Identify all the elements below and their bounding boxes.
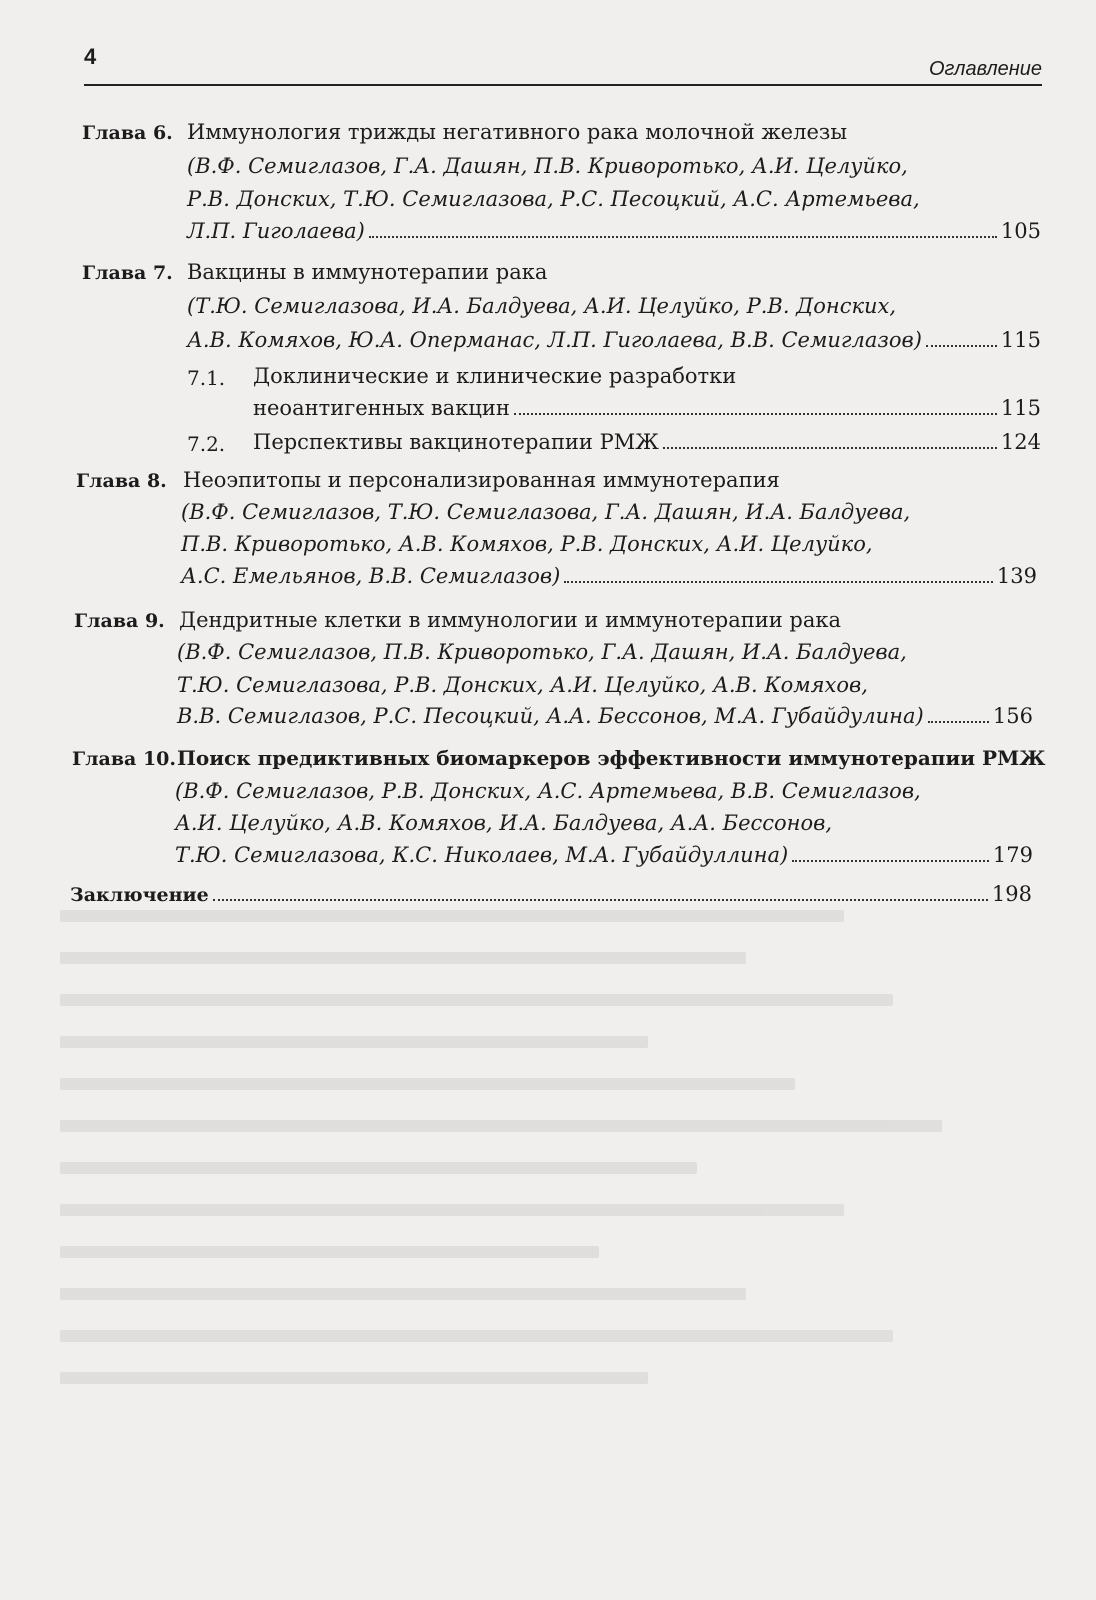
dot-leader	[514, 412, 997, 415]
chapter-label: Глава 10.	[72, 748, 177, 770]
chapter-label: Глава 8.	[76, 470, 167, 492]
chapter-authors: П.В. Криворотько, А.В. Комяхов, Р.В. Донских, А.И. Целуйко,	[181, 532, 873, 556]
chapter-title: Неоэпитопы и персонализированная иммунотерапия	[183, 468, 780, 492]
page-ref: 198	[991, 882, 1032, 906]
toc-leader-line	[187, 330, 1041, 351]
running-title: Оглавление	[928, 58, 1042, 80]
chapter-authors: А.С. Емельянов, В.В. Семиглазов)	[181, 564, 561, 588]
page-ref: 179	[992, 843, 1033, 867]
page-ref: 115	[1000, 396, 1041, 420]
show-through-texture	[60, 880, 1040, 1580]
toc-leader-line	[253, 398, 1041, 419]
chapter-title: Иммунология трижды негативного рака молочной железы	[187, 120, 848, 144]
dot-leader	[213, 898, 988, 901]
chapter-authors: А.И. Целуйко, А.В. Комяхов, И.А. Балдуева, А.А. Бессонов,	[175, 811, 833, 835]
page-ref: 105	[1000, 219, 1041, 243]
section-title: Перспективы вакцинотерапии РМЖ	[253, 430, 659, 454]
section-title: Доклинические и клинические разработки	[253, 364, 737, 388]
chapter-authors: Л.П. Гиголаева)	[187, 219, 365, 243]
chapter-label: Глава 6.	[82, 122, 173, 144]
dot-leader	[369, 235, 997, 238]
toc-leader-line	[187, 221, 1041, 242]
page-ref: 139	[996, 564, 1037, 588]
chapter-authors: (Т.Ю. Семиглазова, И.А. Балдуева, А.И. Целуйко, Р.В. Донских,	[187, 294, 897, 318]
chapter-title: Дендритные клетки в иммунологии и иммунотерапии рака	[179, 608, 842, 632]
section-number: 7.2.	[187, 432, 226, 456]
chapter-authors: Р.В. Донских, Т.Ю. Семиглазова, Р.С. Песоцкий, А.С. Артемьева,	[187, 187, 920, 211]
dot-leader	[663, 446, 997, 449]
chapter-authors: Т.Ю. Семиглазова, К.С. Николаев, М.А. Губайдуллина)	[175, 843, 789, 867]
toc-entry-conclusion[interactable]	[70, 884, 1032, 905]
chapter-label: Глава 9.	[74, 610, 165, 632]
dot-leader	[792, 859, 989, 862]
chapter-label: Глава 7.	[82, 262, 173, 284]
toc-leader-line	[175, 845, 1033, 866]
page-ref: 156	[992, 704, 1033, 728]
toc-leader-line	[177, 706, 1033, 727]
chapter-authors: В.В. Семиглазов, Р.С. Песоцкий, А.А. Бессонов, М.А. Губайдулина)	[177, 704, 924, 728]
chapter-authors: (В.Ф. Семиглазов, П.В. Криворотько, Г.А. Дашян, И.А. Балдуева,	[177, 640, 907, 664]
page-header	[84, 44, 1042, 86]
dot-leader	[926, 344, 997, 347]
chapter-authors: (В.Ф. Семиглазов, Т.Ю. Семиглазова, Г.А. Дашян, И.А. Балдуева,	[181, 500, 911, 524]
chapter-authors: (В.Ф. Семиглазов, Р.В. Донских, А.С. Артемьева, В.В. Семиглазов,	[175, 779, 921, 803]
page-ref: 124	[1000, 430, 1041, 454]
chapter-title: Вакцины в иммунотерапии рака	[187, 260, 548, 284]
chapter-authors: А.В. Комяхов, Ю.А. Оперманас, Л.П. Гиголаева, В.В. Семиглазов)	[187, 328, 922, 352]
section-number: 7.1.	[187, 366, 226, 390]
dot-leader	[564, 580, 993, 583]
page-ref: 115	[1000, 328, 1041, 352]
toc-leader-line	[181, 566, 1037, 587]
dot-leader	[928, 720, 989, 723]
toc-leader-line	[253, 432, 1041, 453]
chapter-authors: Т.Ю. Семиглазова, Р.В. Донских, А.И. Целуйко, А.В. Комяхов,	[177, 673, 868, 697]
conclusion-label: Заключение	[70, 884, 209, 906]
chapter-authors: (В.Ф. Семиглазов, Г.А. Дашян, П.В. Криворотько, А.И. Целуйко,	[187, 154, 908, 178]
page-number: 4	[84, 44, 97, 69]
section-title: неоантигенных вакцин	[253, 396, 510, 420]
chapter-title: Поиск предиктивных биомаркеров эффективности иммунотерапии РМЖ	[177, 746, 1046, 770]
